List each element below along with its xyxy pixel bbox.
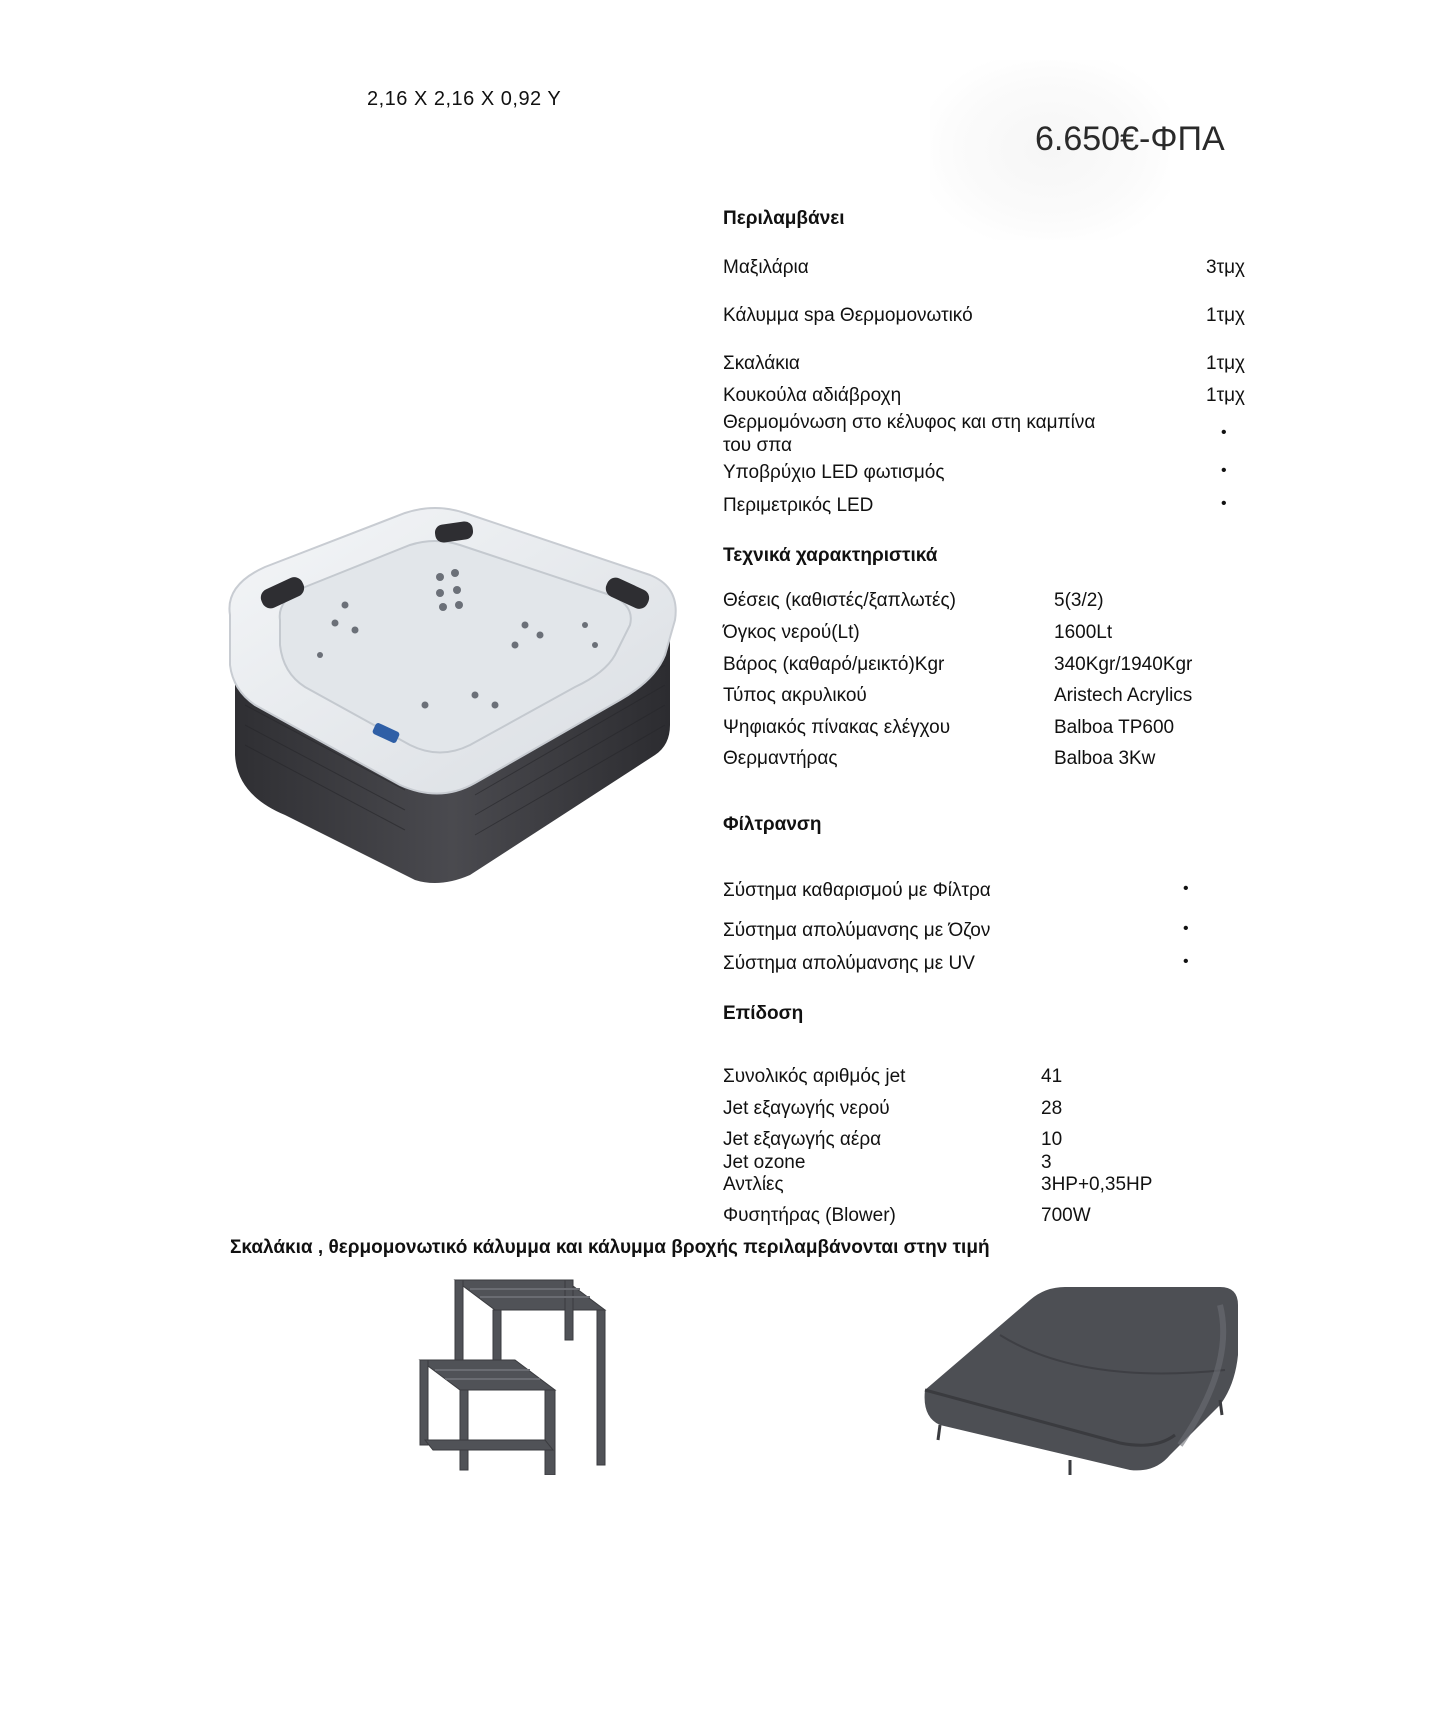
spa-cover-image xyxy=(920,1275,1240,1495)
spec-value: 1600Lt xyxy=(1054,622,1113,643)
includes-item-value: 1τμχ xyxy=(1206,353,1245,374)
includes-title: Περιλαμβάνει xyxy=(723,208,845,229)
includes-item-value: 3τμχ xyxy=(1206,257,1245,278)
specs-title: Τεχνικά χαρακτηριστικά xyxy=(723,545,938,566)
performance-title: Επίδοση xyxy=(723,1003,804,1024)
spec-label: Όγκος νερού(Lt) xyxy=(723,622,860,643)
filtration-label: Σύστημα απολύμανσης με UV xyxy=(723,953,975,974)
includes-item-value: 1τμχ xyxy=(1206,305,1245,326)
filtration-bullet: • xyxy=(1183,920,1189,937)
filtration-bullet: • xyxy=(1183,880,1189,897)
performance-label: Jet εξαγωγής αέρα xyxy=(723,1129,882,1150)
includes-item-label: Περιμετρικός LED xyxy=(723,495,874,516)
includes-item-label: Σκαλάκια xyxy=(723,353,800,374)
spec-value: Aristech Acrylics xyxy=(1054,685,1193,706)
performance-value: 3 xyxy=(1041,1152,1052,1173)
performance-value: 700W xyxy=(1041,1205,1091,1226)
filtration-label: Σύστημα απολύμανσης με Όζον xyxy=(723,920,991,941)
filtration-title: Φίλτρανση xyxy=(723,814,822,835)
performance-label: Jet εξαγωγής νερού xyxy=(723,1098,890,1119)
performance-label: Jet ozone xyxy=(723,1152,806,1173)
spec-value: 340Kgr/1940Kgr xyxy=(1054,654,1193,675)
spec-label: Θερμαντήρας xyxy=(723,748,838,769)
includes-item-bullet: • xyxy=(1221,424,1227,441)
performance-value: 10 xyxy=(1041,1129,1063,1150)
spa-tub-image xyxy=(225,505,685,885)
includes-item-label: Μαξιλάρια xyxy=(723,257,809,278)
includes-item-label: Θερμομόνωση στο κέλυφος και στη καμπίνα xyxy=(723,412,1096,433)
spec-label: Θέσεις (καθιστές/ξαπλωτές) xyxy=(723,590,956,611)
filtration-label: Σύστημα καθαρισμού με Φίλτρα xyxy=(723,880,991,901)
performance-value: 28 xyxy=(1041,1098,1063,1119)
footer-note: Σκαλάκια , θερμομονωτικό κάλυμμα και κάλυμμα βροχής περιλαμβάνονται στην τιμή xyxy=(230,1237,990,1258)
includes-item-value: 1τμχ xyxy=(1206,385,1245,406)
spa-steps-image xyxy=(415,1275,610,1475)
spec-label: Βάρος (καθαρό/μεικτό)Kgr xyxy=(723,654,945,675)
spec-value: Balboa TP600 xyxy=(1054,717,1175,738)
performance-label: Φυσητήρας (Blower) xyxy=(723,1205,896,1226)
performance-label: Συνολικός αριθμός jet xyxy=(723,1066,906,1087)
includes-item-label: Κάλυμμα spa Θερμομονωτικό xyxy=(723,305,973,326)
includes-item-bullet: • xyxy=(1221,462,1227,479)
includes-item-label: του σπα xyxy=(723,435,793,456)
spec-value: 5(3/2) xyxy=(1054,590,1104,611)
dimensions-text: 2,16 X 2,16 X 0,92 Y xyxy=(367,88,562,110)
includes-item-bullet: • xyxy=(1221,495,1227,512)
spec-value: Balboa 3Kw xyxy=(1054,748,1156,769)
includes-item-label: Κουκούλα αδιάβροχη xyxy=(723,385,902,406)
includes-item-label: Υποβρύχιο LED φωτισμός xyxy=(723,462,945,483)
performance-value: 41 xyxy=(1041,1066,1063,1087)
spec-label: Τύπος ακρυλικού xyxy=(723,685,867,706)
performance-value: 3HP+0,35HP xyxy=(1041,1174,1153,1195)
price-text: 6.650€-ΦΠΑ xyxy=(1035,120,1225,158)
spec-label: Ψηφιακός πίνακας ελέγχου xyxy=(723,717,951,738)
performance-label: Αντλίες xyxy=(723,1174,784,1195)
filtration-bullet: • xyxy=(1183,953,1189,970)
